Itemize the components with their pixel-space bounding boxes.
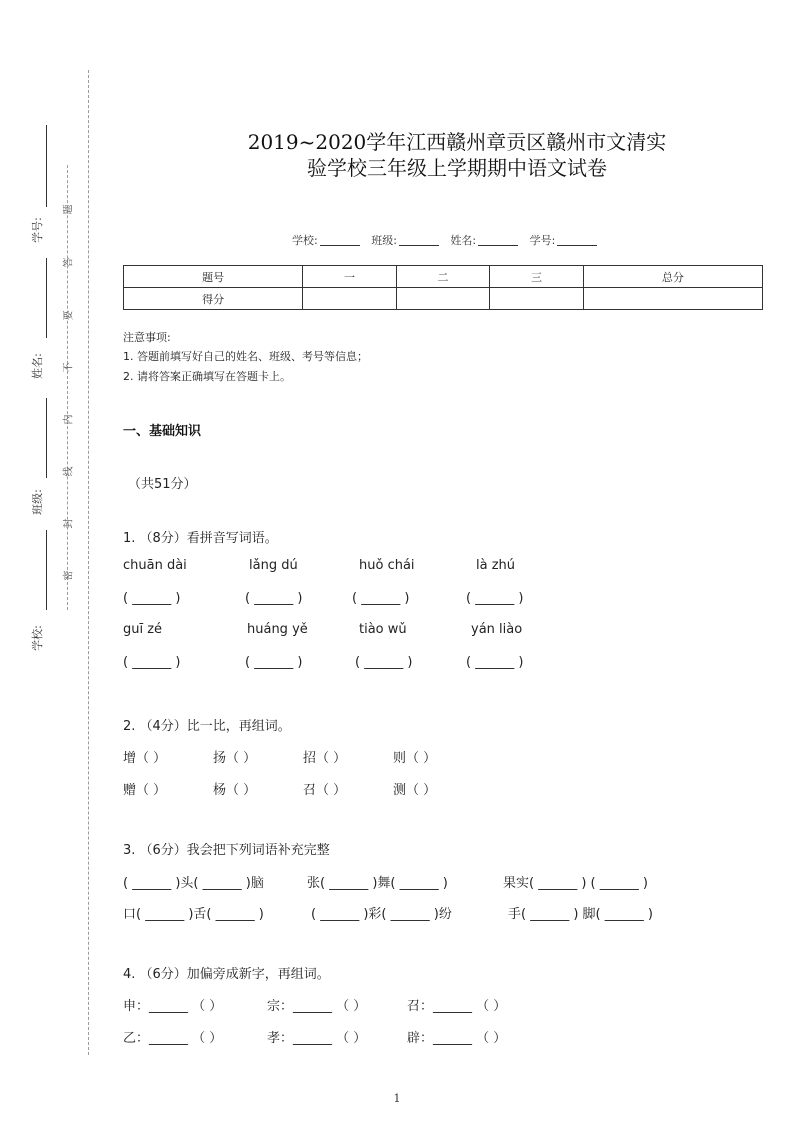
seal-char: 答	[63, 257, 75, 268]
idiom-item[interactable]: 果实( ______ ) ( ______ )	[503, 876, 648, 891]
notes-title: 注意事项:	[123, 331, 171, 344]
score-cell[interactable]	[303, 288, 397, 310]
char-item[interactable]: 测（ ）	[393, 783, 437, 798]
seal-char: 内	[63, 414, 75, 425]
idiom-item[interactable]: 张( ______ )舞( ______ )	[307, 876, 448, 891]
q3-stem: 3. （6分）我会把下列词语补充完整	[123, 843, 330, 858]
score-cell[interactable]	[583, 288, 762, 310]
seal-char: 要	[63, 310, 75, 321]
note-item: 2. 请将答案正确填写在答题卡上。	[123, 370, 291, 383]
answer-blank[interactable]: ( ______ )	[466, 591, 524, 606]
section-heading: 一、基础知识	[123, 424, 202, 439]
pinyin: chuān dài	[123, 558, 187, 573]
exam-title-line2: 验学校三年级上学期期中语文试卷	[307, 156, 607, 180]
char-item[interactable]: 增（ ）	[123, 751, 167, 766]
score-header-cell: 总分	[583, 266, 762, 288]
idiom-item[interactable]: ( ______ )头( ______ )脑	[123, 876, 264, 891]
radical-item[interactable]: 宗：______ （ ）	[267, 999, 367, 1014]
student-info	[292, 232, 605, 248]
answer-blank[interactable]: ( ______ )	[466, 655, 524, 670]
seal-char: 题	[63, 204, 75, 215]
margin-label-name: 姓名:	[30, 353, 44, 379]
name-blank[interactable]	[478, 245, 518, 246]
char-item[interactable]: 扬（ ）	[213, 751, 257, 766]
radical-item[interactable]: 辟：______ （ ）	[407, 1031, 507, 1046]
char-item[interactable]: 赠（ ）	[123, 783, 167, 798]
note-item: 1. 答题前填写好自己的姓名、班级、考号等信息；	[123, 350, 368, 363]
q4-stem: 4. （6分）加偏旁成新字，再组词。	[123, 967, 330, 982]
seal-char: 密	[63, 570, 75, 581]
answer-blank[interactable]: ( ______ )	[355, 655, 413, 670]
info-school-label: 学校:	[292, 234, 318, 247]
idiom-item[interactable]: ( ______ )彩( ______ )纷	[311, 907, 452, 922]
score-table	[123, 265, 763, 310]
answer-blank[interactable]: ( ______ )	[123, 655, 181, 670]
answer-blank[interactable]: ( ______ )	[245, 655, 303, 670]
margin-line	[46, 258, 47, 338]
margin-line	[46, 398, 47, 478]
table-row	[124, 266, 763, 288]
school-blank[interactable]	[320, 245, 360, 246]
id-blank[interactable]	[557, 245, 597, 246]
exam-title-line1: 2019~2020学年江西赣州章贡区赣州市文清实	[247, 130, 667, 154]
char-item[interactable]: 杨（ ）	[213, 783, 257, 798]
pinyin: huáng yě	[247, 622, 308, 637]
radical-item[interactable]: 申：______ （ ）	[123, 999, 223, 1014]
score-row-label: 得分	[124, 288, 303, 310]
table-row	[124, 288, 763, 310]
answer-blank[interactable]: ( ______ )	[123, 591, 181, 606]
pinyin: huǒ chái	[359, 558, 415, 573]
seal-char: 线	[63, 466, 75, 477]
q1-stem: 1. （8分）看拼音写词语。	[123, 531, 278, 546]
margin-label-school: 学校:	[30, 625, 44, 651]
char-item[interactable]: 招（ ）	[303, 751, 347, 766]
seal-char: 不	[63, 362, 75, 373]
answer-blank[interactable]: ( ______ )	[245, 591, 303, 606]
score-header-cell: 三	[490, 266, 584, 288]
info-id-label: 学号:	[529, 234, 556, 247]
radical-item[interactable]: 孝：______ （ ）	[267, 1031, 367, 1046]
char-item[interactable]: 召（ ）	[303, 783, 347, 798]
pinyin: yán liào	[471, 622, 523, 637]
answer-blank[interactable]: ( ______ )	[352, 591, 410, 606]
score-header-cell: 二	[396, 266, 490, 288]
margin-line	[46, 530, 47, 610]
section-points: （共51分）	[128, 477, 197, 492]
info-class-label: 班级:	[371, 234, 397, 247]
score-header-cell: 题号	[124, 266, 303, 288]
score-header-cell: 一	[303, 266, 397, 288]
pinyin: guī zé	[123, 622, 163, 637]
class-blank[interactable]	[399, 245, 439, 246]
margin-label-id: 学号:	[30, 217, 44, 243]
score-cell[interactable]	[396, 288, 490, 310]
pinyin: là zhú	[476, 558, 516, 573]
pinyin: tiào wǔ	[359, 622, 407, 637]
margin-cut-line	[88, 70, 89, 1055]
pinyin: lǎng dú	[249, 558, 298, 573]
score-cell[interactable]	[490, 288, 584, 310]
page-number: 1	[393, 1092, 401, 1105]
radical-item[interactable]: 召：______ （ ）	[407, 999, 507, 1014]
q2-stem: 2. （4分）比一比，再组词。	[123, 719, 291, 734]
info-name-label: 姓名:	[450, 234, 477, 247]
char-item[interactable]: 则（ ）	[393, 751, 437, 766]
idiom-item[interactable]: 口( ______ )舌( ______ )	[123, 907, 264, 922]
seal-char: 封	[63, 518, 75, 529]
margin-dashed-line	[67, 165, 68, 610]
margin-label-class: 班级:	[30, 489, 44, 515]
radical-item[interactable]: 乙：______ （ ）	[123, 1031, 223, 1046]
idiom-item[interactable]: 手( ______ ) 脚( ______ )	[508, 907, 653, 922]
